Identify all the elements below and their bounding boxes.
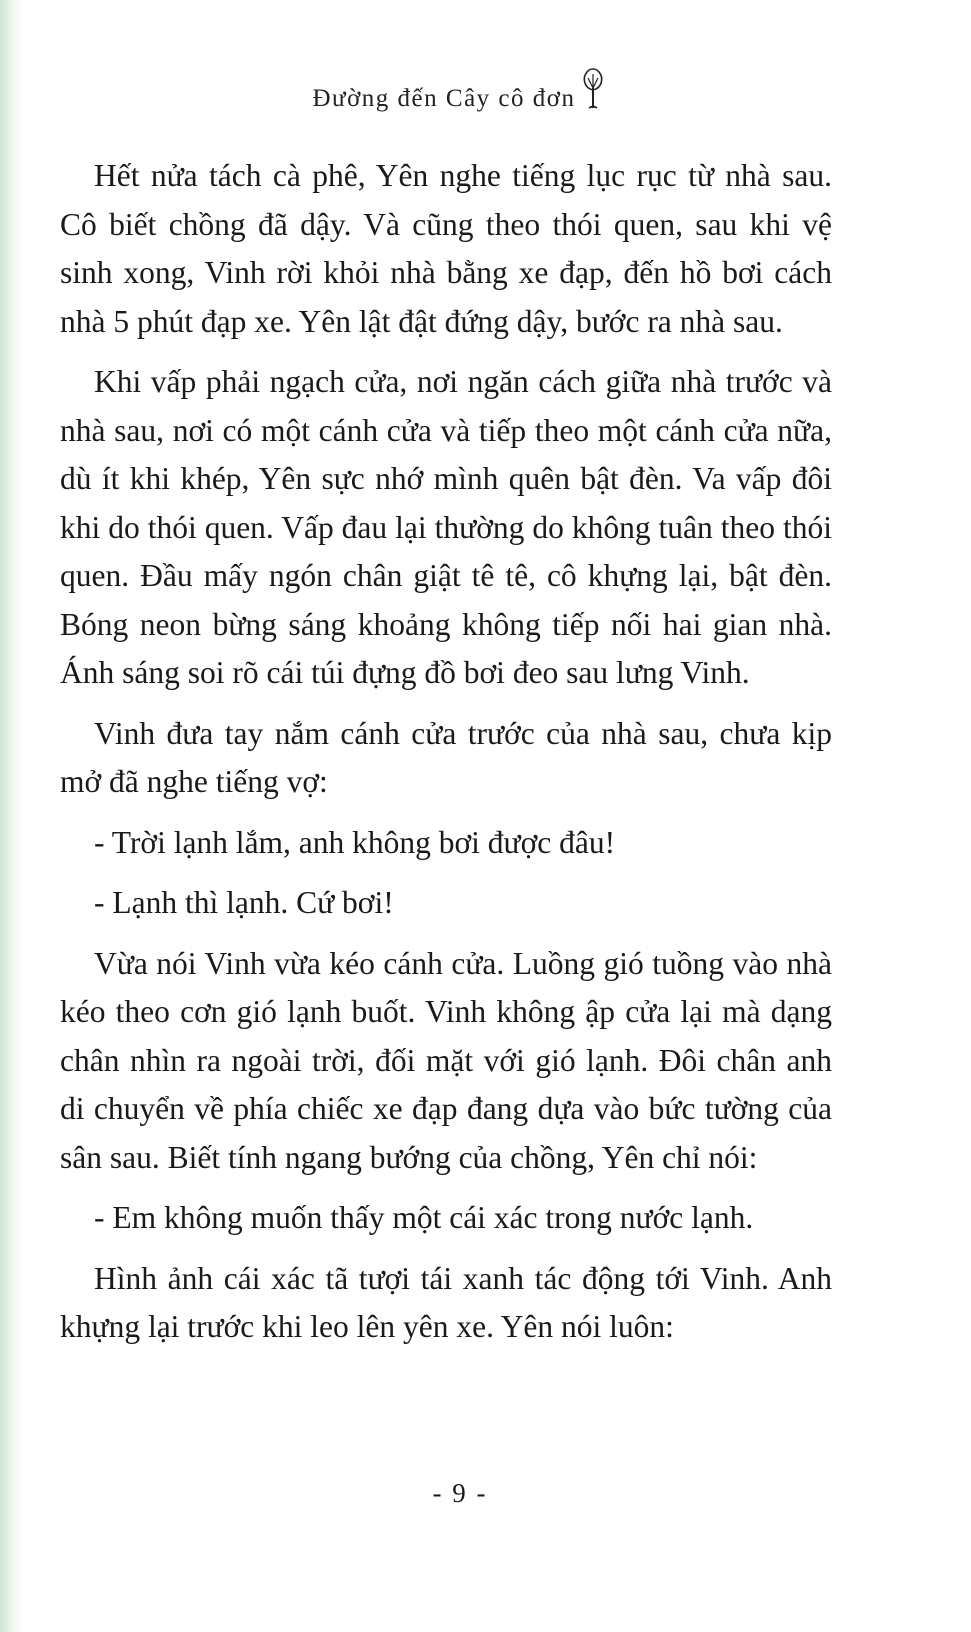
page-edge-shadow — [0, 0, 22, 1632]
dialogue-line: - Em không muốn thấy một cái xác trong nước lạnh. — [94, 1200, 754, 1235]
paragraph: Vừa nói Vinh vừa kéo cánh cửa. Luồng gió tuồng vào nhà kéo theo cơn gió lạnh buốt. Vinh không ập cửa lại mà dạng chân nhìn ra ngoài trời, đối mặt với gió lạnh. Đôi chân anh di chuyển về phía chiếc xe đạp đang dựa vào bức tường của sân sau. Biết tính ngang bướng của chồng, Yên chỉ nói: — [60, 945, 832, 1175]
page-number: - 9 - — [432, 1478, 488, 1508]
body-text — [60, 152, 832, 1364]
tree-icon — [578, 64, 608, 110]
paragraph: Khi vấp phải ngạch cửa, nơi ngăn cách giữa nhà trước và nhà sau, nơi có một cánh cửa và tiếp theo một cánh cửa nữa, dù ít khi khép, Yên sực nhớ mình quên bật đèn. Va vấp đôi khi do thói quen. Vấp đau lại thường do không tuân theo thói quen. Đầu mấy ngón chân giật tê tê, cô khựng lại, bật đèn. Bóng neon bừng sáng khoảng không tiếp nối hai gian nhà. Ánh sáng soi rõ cái túi đựng đồ bơi đeo sau lưng Vinh. — [60, 364, 832, 690]
dialogue-line: - Lạnh thì lạnh. Cứ bơi! — [94, 885, 394, 920]
running-header — [60, 76, 860, 122]
book-page — [60, 0, 860, 1632]
dialogue-line: - Trời lạnh lắm, anh không bơi được đâu! — [94, 824, 616, 860]
paragraph: Vinh đưa tay nắm cánh cửa trước của nhà sau, chưa kịp mở đã nghe tiếng vợ: — [60, 715, 832, 799]
paragraph: Hình ảnh cái xác tã tượi tái xanh tác động tới Vinh. Anh khựng lại trước khi leo lên yên xe. Yên nói luôn: — [60, 1260, 832, 1344]
running-header-title: Đường đến Cây cô đơn — [312, 85, 576, 112]
paragraph: Hết nửa tách cà phê, Yên nghe tiếng lục rục từ nhà sau. Cô biết chồng đã dậy. Và cũng theo thói quen, sau khi vệ sinh xong, Vinh rời khỏi nhà bằng xe đạp, đến hồ bơi cách nhà 5 phút đạp xe. Yên lật đật đứng dậy, bước ra nhà sau. — [60, 158, 832, 339]
